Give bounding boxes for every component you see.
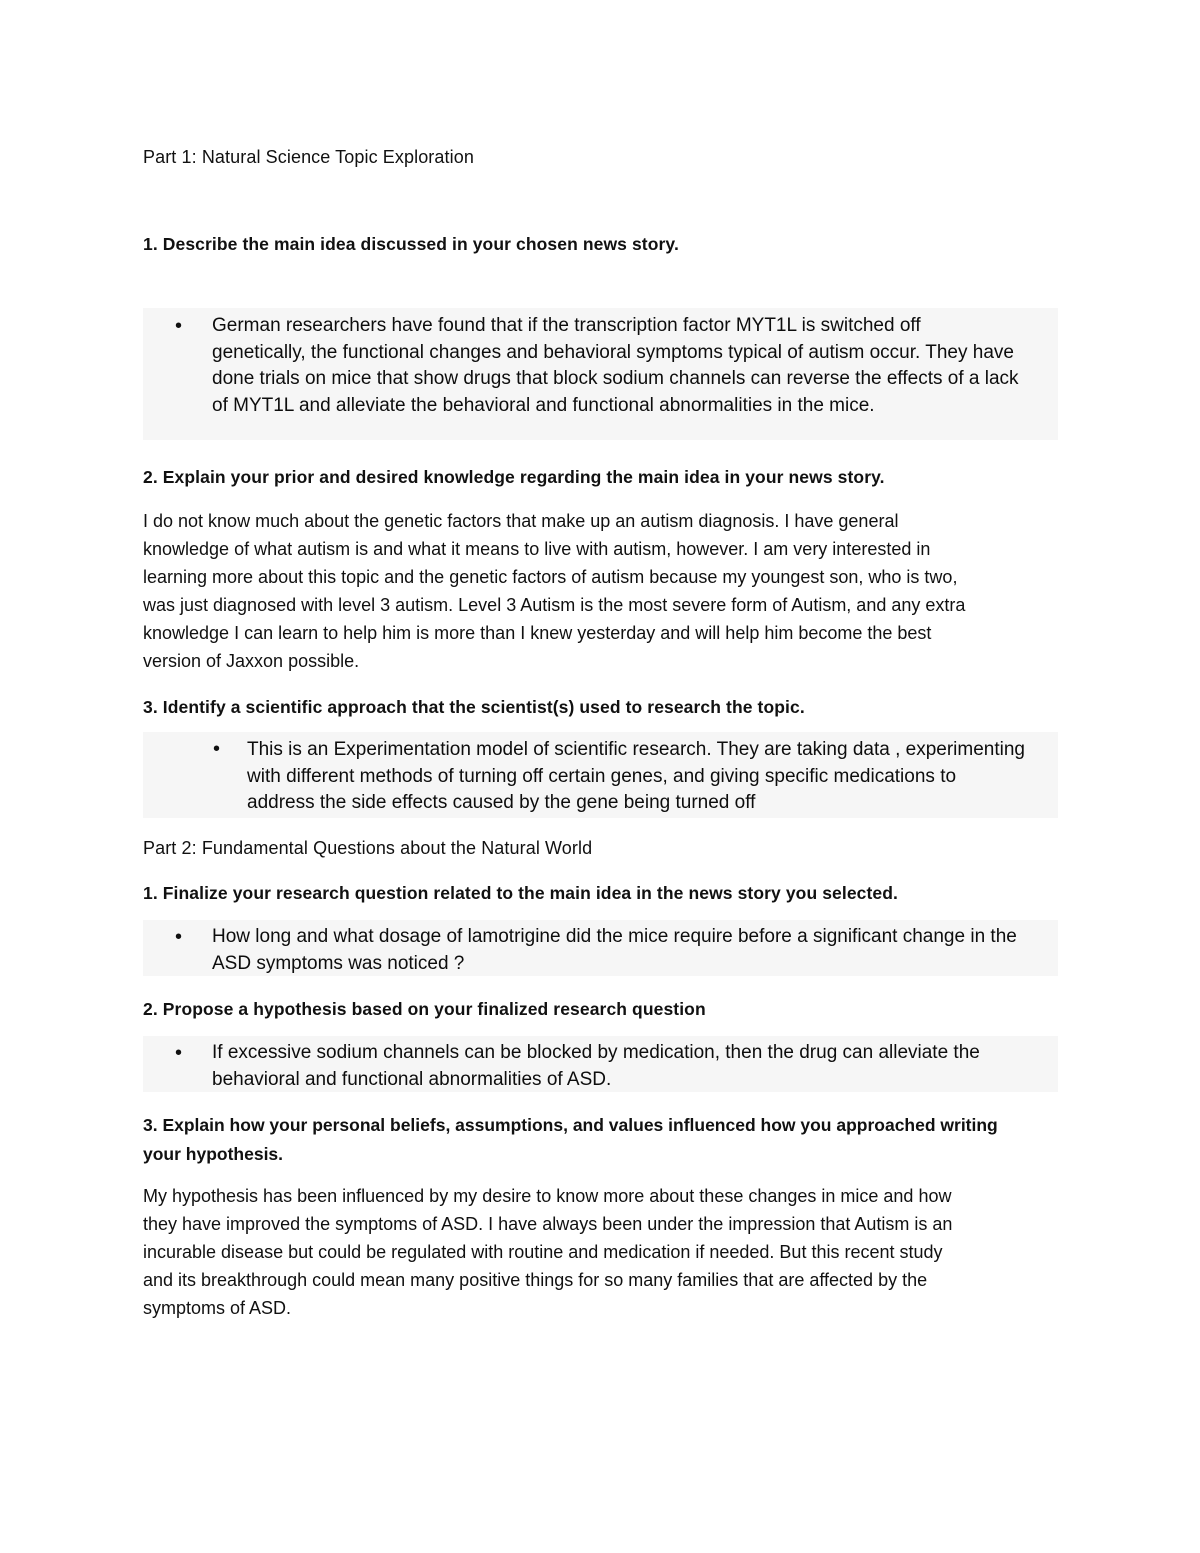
bullet-icon: • bbox=[213, 738, 221, 760]
answer-line: version of Jaxxon possible. bbox=[143, 651, 360, 671]
answer-line: ASD symptoms was noticed ? bbox=[212, 952, 465, 974]
answer-line: How long and what dosage of lamotrigine did the mice require before a significant change in the bbox=[212, 926, 1017, 947]
part2-q2-question: 2. Propose a hypothesis based on your finalized research question bbox=[143, 999, 706, 1019]
answer-line: incurable disease but could be regulated with routine and medication if needed. But this recent study bbox=[143, 1242, 943, 1262]
answer-line: behavioral and functional abnormalities of ASD. bbox=[212, 1068, 612, 1090]
answer-line: they have improved the symptoms of ASD. I have always been under the impression that Autism is an bbox=[143, 1214, 953, 1234]
answer-line: address the side effects caused by the gene being turned off bbox=[247, 792, 756, 813]
answer-line: done trials on mice that show drugs that block sodium channels can reverse the effects of a lack bbox=[212, 368, 1019, 389]
answer-line: knowledge I can learn to help him is more than I knew yesterday and will help him become the best bbox=[143, 623, 932, 643]
answer-line: knowledge of what autism is and what it means to live with autism, however. I am very interested in bbox=[143, 539, 931, 559]
part2-q2-answer bbox=[212, 1040, 1062, 1093]
answer-line: of MYT1L and alleviate the behavioral and functional abnormalities in the mice. bbox=[212, 394, 875, 416]
answer-line: This is an Experimentation model of scientific research. They are taking data , experimenting bbox=[247, 739, 1025, 760]
part1-q1-answer-block bbox=[143, 308, 1058, 440]
answer-line: was just diagnosed with level 3 autism. Level 3 Autism is the most severe form of Autism, and any extra bbox=[143, 595, 966, 615]
answer-line: German researchers have found that if the transcription factor MYT1L is switched off bbox=[212, 315, 921, 336]
bullet-icon: • bbox=[175, 926, 183, 948]
answer-line: If excessive sodium channels can be blocked by medication, then the drug can alleviate the bbox=[212, 1042, 980, 1063]
part1-q3-answer bbox=[247, 737, 1057, 817]
part1-q2-question: 2. Explain your prior and desired knowledge regarding the main idea in your news story. bbox=[143, 467, 885, 487]
answer-line: with different methods of turning off certain genes, and giving specific medications to bbox=[247, 765, 957, 787]
part1-q1-answer bbox=[212, 313, 1062, 419]
part2-q1-answer-block bbox=[143, 920, 1058, 976]
part1-q3-answer-block bbox=[143, 732, 1058, 818]
bullet-icon: • bbox=[175, 1042, 183, 1064]
part2-q3-question bbox=[143, 1111, 1063, 1169]
part2-q3-answer bbox=[143, 1182, 1063, 1322]
part1-heading: Part 1: Natural Science Topic Exploration bbox=[143, 147, 474, 167]
answer-line: genetically, the functional changes and behavioral symptoms typical of autism occur. They have bbox=[212, 341, 1014, 363]
answer-line: learning more about this topic and the genetic factors of autism because my youngest son, who is two, bbox=[143, 567, 958, 587]
part1-q1-question: 1. Describe the main idea discussed in your chosen news story. bbox=[143, 234, 679, 254]
part1-q3-question: 3. Identify a scientific approach that the scientist(s) used to research the topic. bbox=[143, 697, 805, 717]
part1-q2-answer bbox=[143, 507, 1063, 675]
part2-heading: Part 2: Fundamental Questions about the Natural World bbox=[143, 838, 593, 858]
answer-line: I do not know much about the genetic factors that make up an autism diagnosis. I have general bbox=[143, 511, 899, 531]
question-line: your hypothesis. bbox=[143, 1144, 284, 1164]
part2-q1-question: 1. Finalize your research question related to the main idea in the news story you selected. bbox=[143, 883, 899, 903]
part2-q1-answer bbox=[212, 924, 1062, 977]
bullet-icon: • bbox=[175, 315, 183, 337]
part2-q2-answer-block bbox=[143, 1036, 1058, 1092]
answer-line: symptoms of ASD. bbox=[143, 1298, 292, 1318]
answer-line: My hypothesis has been influenced by my desire to know more about these changes in mice and how bbox=[143, 1186, 952, 1206]
question-line: 3. Explain how your personal beliefs, assumptions, and values influenced how you approached writing bbox=[143, 1115, 998, 1135]
answer-line: and its breakthrough could mean many positive things for so many families that are affected by the bbox=[143, 1270, 928, 1290]
